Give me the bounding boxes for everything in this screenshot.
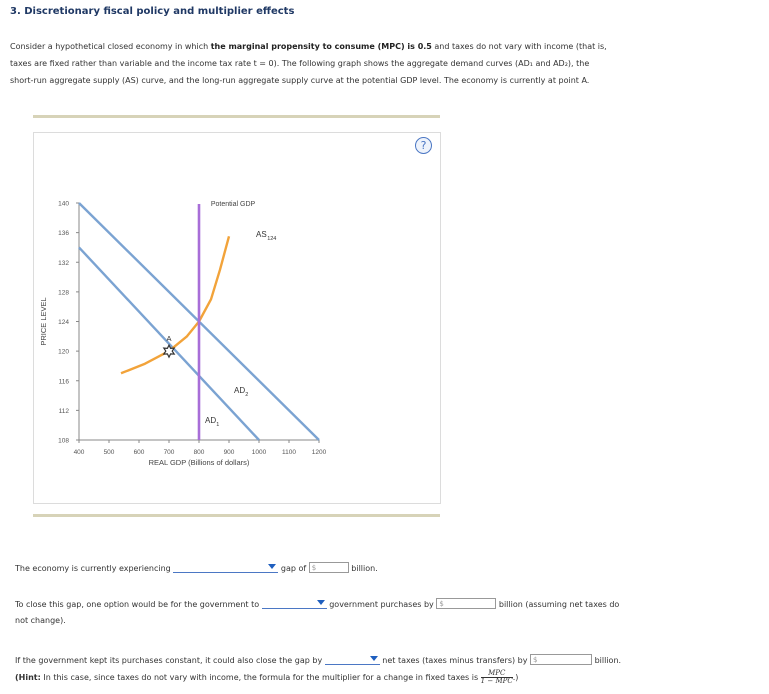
intro-text: and taxes do not vary with income (that is,: [431, 42, 607, 51]
intro-text: taxes are fixed rather than variable and the income tax rate t = 0). The following graph shows the aggregate demand curves (AD₁ and AD₂), the: [10, 59, 590, 68]
x-tick-label: 600: [133, 449, 145, 456]
q2-suffix: billion (assuming net taxes do: [498, 600, 620, 609]
chart-svg: [34, 133, 440, 503]
x-tick-label: 1100: [282, 449, 296, 456]
x-tick-label: 500: [103, 449, 115, 456]
ad2-label-subscript: 2: [245, 392, 249, 398]
taxes-amount-input[interactable]: $: [530, 654, 592, 665]
x-tick-label: 1200: [311, 449, 327, 456]
q2-mid: government purchases by: [329, 600, 434, 609]
gap-type-dropdown[interactable]: [173, 562, 278, 573]
q1-mid: gap of: [280, 564, 307, 573]
y-tick-label: 132: [58, 259, 69, 267]
x-tick-label: 1000: [251, 449, 267, 456]
y-tick-label: 120: [58, 348, 69, 356]
hint-close: .): [512, 673, 519, 682]
x-tick-label: 800: [193, 449, 205, 456]
divider-top: [33, 115, 440, 118]
ad2-label: AD: [234, 386, 246, 395]
ad1-label-subscript: 1: [216, 422, 220, 428]
y-tick-label: 112: [58, 407, 69, 415]
purchases-amount-input[interactable]: $: [436, 598, 496, 609]
purchases-direction-dropdown[interactable]: [262, 598, 327, 609]
fraction-numerator: MPC: [481, 670, 513, 678]
q1-suffix: billion.: [351, 564, 378, 573]
as-label: AS: [256, 230, 267, 239]
hint-label: (Hint:: [15, 673, 41, 682]
intro-bold-mpc: the marginal propensity to consume (MPC) is 0.5: [210, 42, 432, 51]
q2-line2: not change).: [15, 616, 66, 625]
as-label-subscript: 124: [267, 236, 277, 242]
chevron-down-icon: [370, 656, 378, 661]
y-axis-label: PRICE LEVEL: [39, 297, 48, 346]
gap-amount-input[interactable]: $: [309, 562, 349, 573]
intro-paragraph: [10, 38, 755, 89]
x-tick-label: 700: [163, 449, 175, 456]
fraction-denominator: 1 − MPC: [480, 677, 513, 685]
chevron-down-icon: [268, 564, 276, 569]
divider-bottom: [33, 514, 440, 517]
ad1-line: [79, 247, 259, 440]
potential-gdp-label: Potential GDP: [210, 201, 256, 208]
q3-mid: net taxes (taxes minus transfers) by: [382, 656, 528, 665]
hint-text: In this case, since taxes do not vary with income, the formula for the multiplier for a change in fixed taxes is: [40, 673, 479, 682]
y-tick-label: 136: [58, 230, 69, 238]
y-tick-label: 128: [58, 289, 69, 297]
q2-prefix: To close this gap, one option would be for the government to: [15, 600, 260, 609]
as-curve: [121, 236, 229, 373]
question-1: [15, 562, 378, 573]
q3-prefix: If the government kept its purchases constant, it could also close the gap by: [15, 656, 323, 665]
intro-text: Consider a hypothetical closed economy in which: [10, 42, 211, 51]
ad1-label: AD: [205, 416, 217, 425]
y-tick-label: 140: [58, 200, 69, 208]
taxes-direction-dropdown[interactable]: [325, 654, 380, 665]
help-icon[interactable]: ?: [415, 137, 432, 154]
hint-line: [15, 670, 518, 685]
y-tick-label: 116: [58, 378, 69, 386]
question-2: [15, 598, 619, 609]
x-tick-label: 900: [223, 449, 235, 456]
question-3: [15, 654, 621, 665]
chevron-down-icon: [317, 600, 325, 605]
point-a-label: A: [166, 334, 172, 344]
q3-suffix: billion.: [594, 656, 622, 665]
x-tick-label: 400: [73, 449, 85, 456]
x-axis-label: REAL GDP (Billions of dollars): [148, 458, 250, 467]
intro-text: short-run aggregate supply (AS) curve, and the long-run aggregate supply curve at the potential GDP level. The economy is currently at point A.: [10, 76, 590, 85]
multiplier-fraction: [481, 670, 513, 685]
graph-panel: [33, 132, 441, 504]
y-tick-label: 108: [58, 437, 69, 445]
y-tick-label: 124: [58, 319, 69, 326]
q1-prefix: The economy is currently experiencing: [15, 564, 171, 573]
question-title: 3. Discretionary fiscal policy and multiplier effects: [10, 6, 295, 17]
